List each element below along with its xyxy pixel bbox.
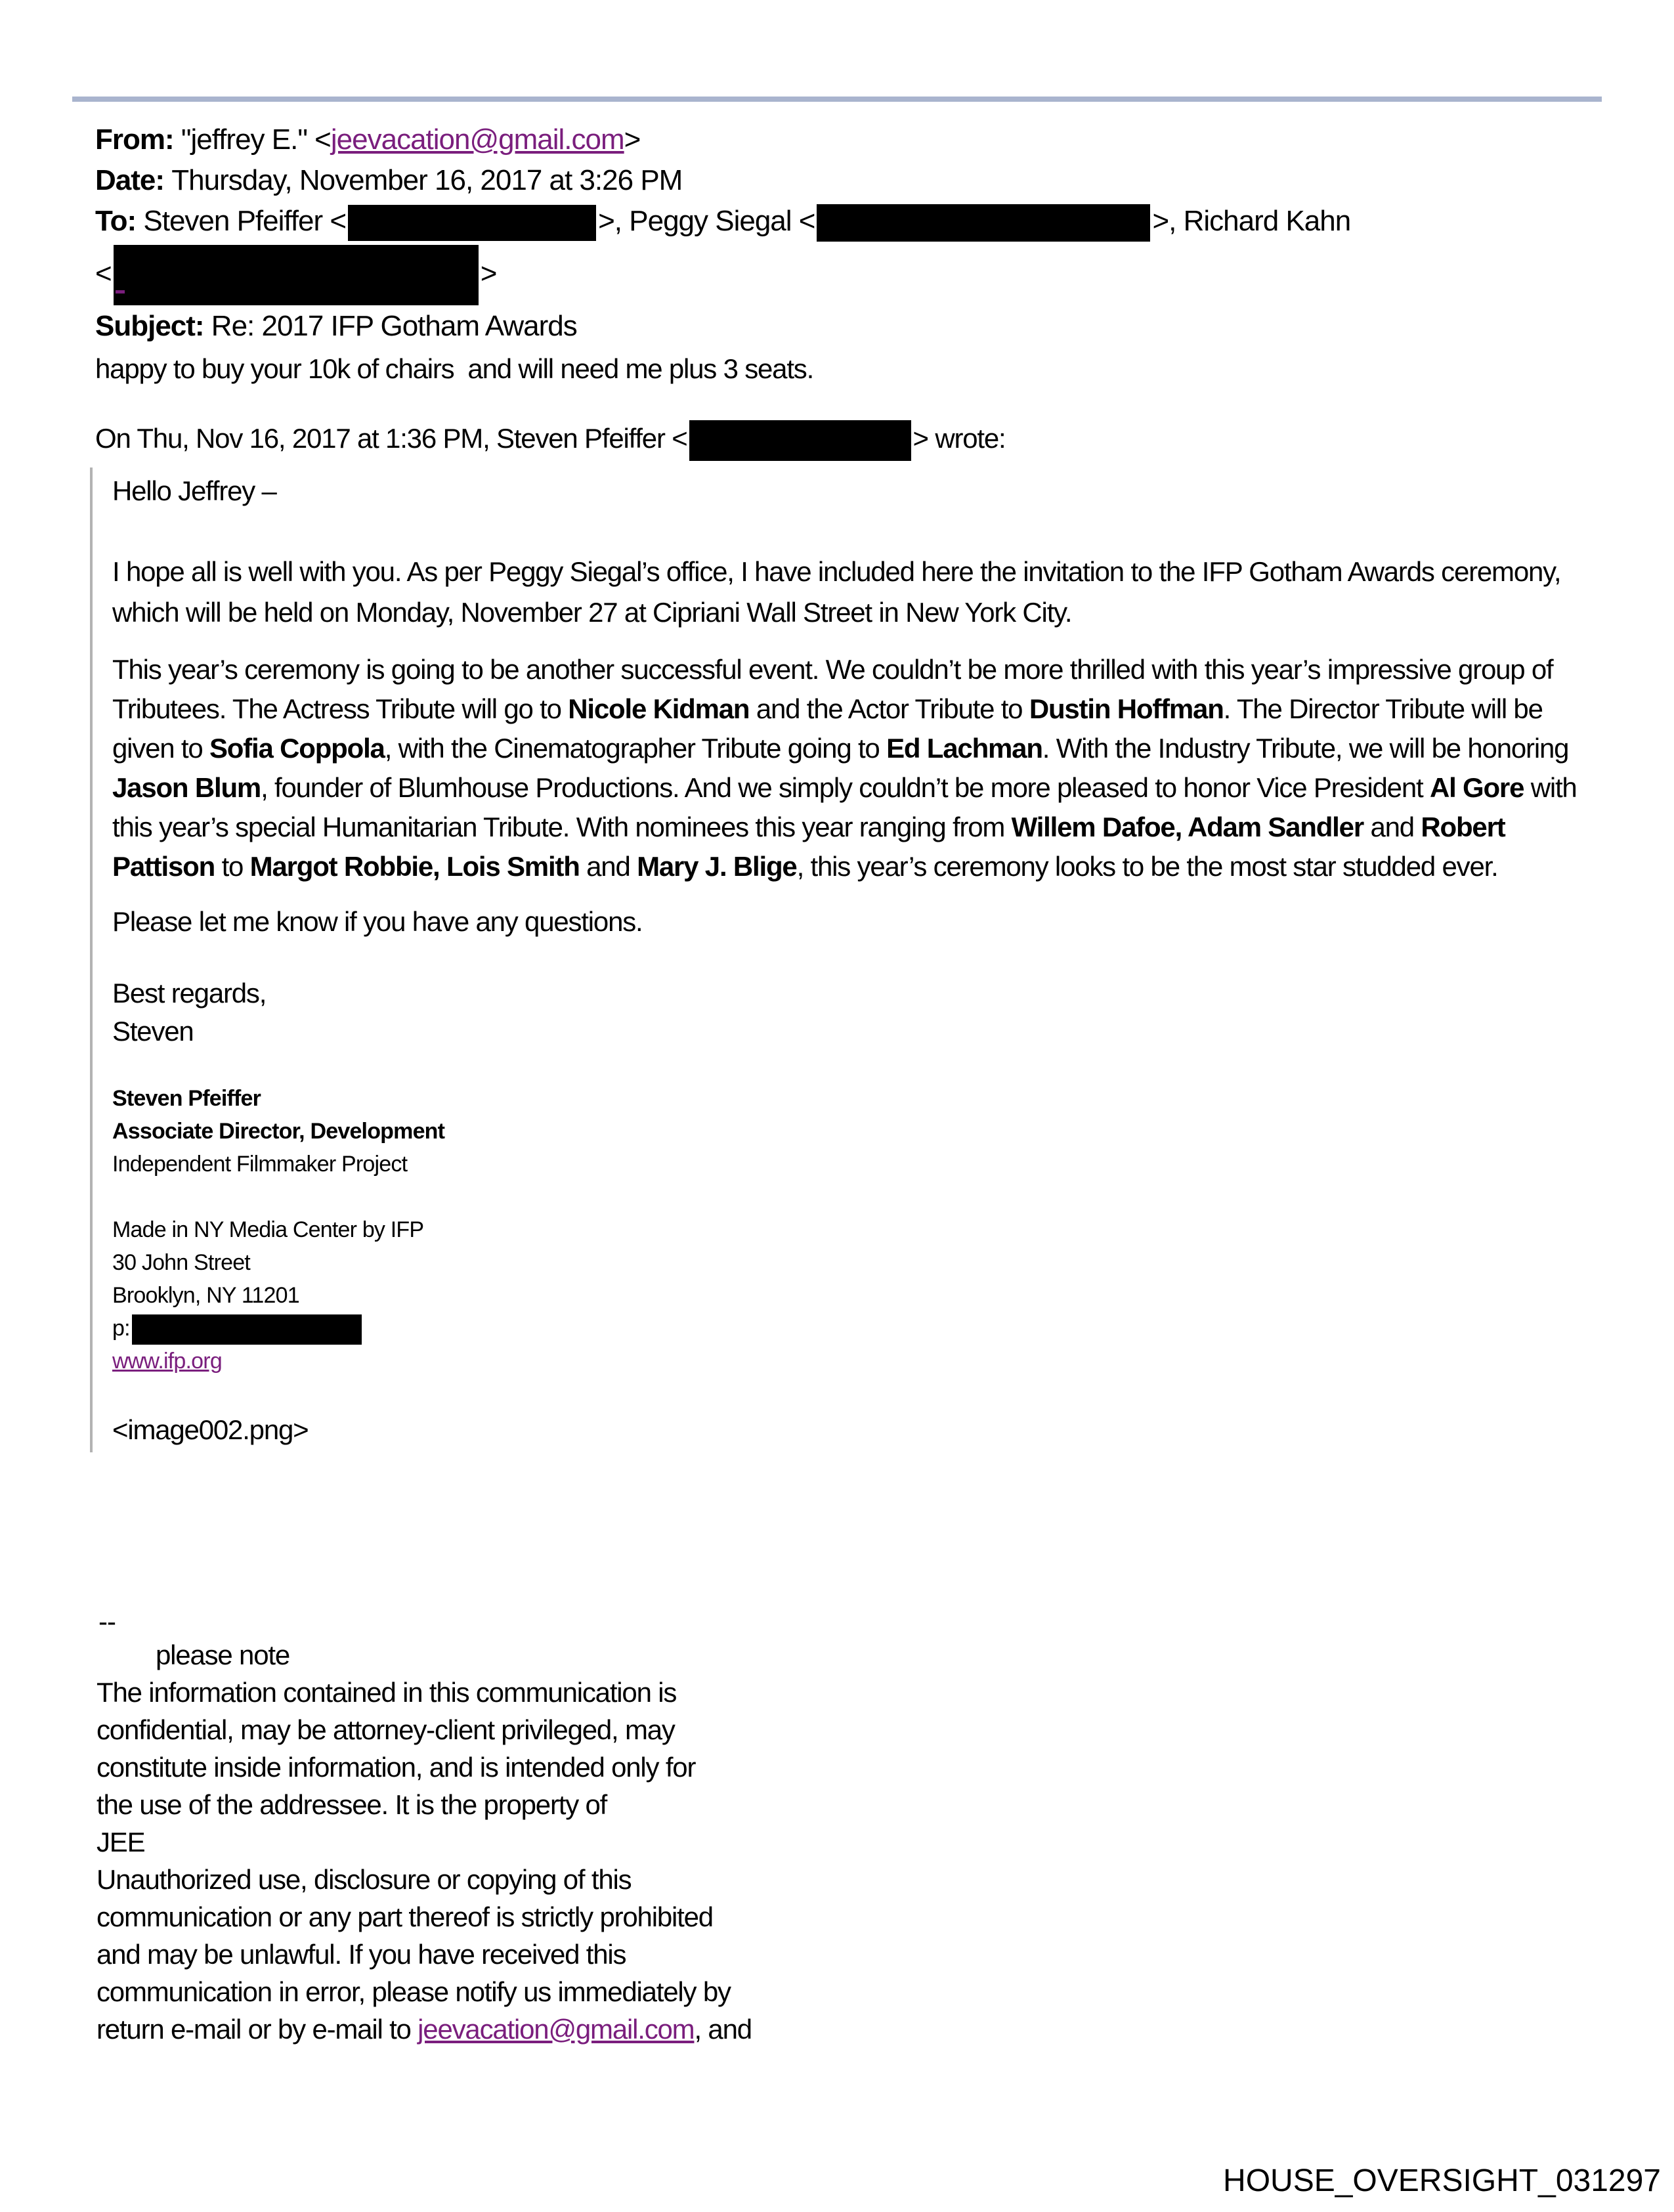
text-run: >, Richard Kahn: [1152, 205, 1351, 237]
text-run: Steven Pfeiffer <: [143, 205, 347, 237]
redaction-bar: [689, 420, 911, 461]
text-line: Unauthorized use, disclosure or copying of this: [97, 1864, 632, 1895]
text-run: . With the Industry Tribute, we will be honoring: [1042, 733, 1569, 764]
subject-line: [95, 306, 1625, 347]
text-run: On Thu, Nov 16, 2017 at 1:36 PM, Steven Pfeiffer <: [95, 423, 687, 454]
from-line: [95, 119, 1625, 160]
text-run: Re: 2017 IFP Gotham Awards: [211, 310, 577, 342]
text-run: Nicole Kidman: [568, 693, 750, 724]
legal-disclaimer: [97, 1636, 917, 2048]
text-run: Ed Lachman: [886, 733, 1042, 764]
text-run: Mary J. Blige: [637, 851, 797, 882]
text-line: communication in error, please notify us immediately by: [97, 1976, 731, 2007]
text-line: [112, 1213, 1589, 1246]
redaction-bar: [348, 205, 596, 241]
text-run: Jason Blum: [112, 772, 261, 803]
text-run: and: [579, 851, 637, 882]
text-run: This year’s ceremony is going to be another successful event. We couldn’t be more thrilled with this year’s impressive group of Tributees. The Actress Tribute will go to: [112, 654, 1553, 724]
text-run: Margot Robbie, Lois Smith: [249, 851, 580, 882]
text-run: Associate Director, Development: [112, 1119, 445, 1144]
text-run: Made in NY Media Center by IFP: [112, 1217, 424, 1242]
text-run: To:: [95, 205, 144, 237]
text-run: Al Gore: [1429, 772, 1524, 803]
text-line: [112, 1279, 1589, 1312]
text-run: > wrote:: [912, 423, 1006, 454]
text-line: Best regards,: [112, 978, 267, 1008]
text-run: with this year’s special Humanitarian Tribute. With nominees this year ranging from: [112, 772, 1577, 842]
text-run: and the Actor Tribute to: [749, 693, 1029, 724]
quote-paragraph-invitation: I hope all is well with you. As per Peggy Siegal’s office, I have included here the invitation to the IFP Gotham Awards ceremony, which will be held on Monday, November 27 at Cipriani Wall Street in New York City.: [112, 556, 1561, 628]
text-run: >: [480, 257, 497, 290]
text-line: [112, 1312, 1589, 1345]
text-run: , this year’s ceremony looks to be the most star studded ever.: [796, 851, 1498, 882]
text-run: and: [1363, 812, 1421, 842]
text-line: [112, 1082, 1589, 1115]
text-line: JEE: [97, 1827, 145, 1857]
text-run: Willem Dafoe, Adam Sandler: [1011, 812, 1363, 842]
text-line: The information contained in this communication is: [97, 1677, 677, 1708]
text-run: return e-mail or by e-mail to: [97, 2014, 418, 2045]
redaction-bar: [817, 204, 1150, 242]
to-line-continued: [95, 242, 1625, 306]
quote-paragraph-questions: Please let me know if you have any questions.: [112, 906, 643, 937]
redacted-link-underline-artifact: [116, 290, 125, 293]
text-run: Thursday, November 16, 2017 at 3:26 PM: [171, 164, 683, 196]
email-link[interactable]: jeevacation@gmail.com: [330, 123, 624, 156]
text-run: , with the Cinematographer Tribute going to: [384, 733, 887, 764]
text-run: p:: [112, 1316, 130, 1341]
text-run: Steven Pfeiffer: [112, 1086, 261, 1111]
text-run: >, Peggy Siegal <: [598, 205, 815, 237]
text-line: confidential, may be attorney-client privileged, may: [97, 1714, 675, 1745]
signature-separator: --: [98, 1606, 116, 1637]
redaction-bar: [114, 245, 479, 305]
quote-greeting: Hello Jeffrey –: [112, 475, 276, 506]
inline-image-placeholder: <image002.png>: [112, 1414, 309, 1446]
text-line: [112, 1246, 1589, 1279]
date-line: [95, 160, 1625, 201]
text-run: >: [624, 123, 641, 156]
text-run: . The Director Tribute will be given to: [112, 693, 1543, 764]
quote-signoff: [112, 974, 1589, 1051]
quote-paragraph-tributes: [112, 650, 1589, 886]
email-link[interactable]: jeevacation@gmail.com: [418, 2014, 695, 2045]
body-text-intro: happy to buy your 10k of chairs and will need me plus 3 seats.: [95, 353, 814, 384]
text-run: "jeffrey E." <: [181, 123, 331, 156]
quoted-email-block: [90, 467, 1589, 1452]
text-line: communication or any part thereof is strictly prohibited: [97, 1901, 713, 1932]
text-run: Robert Pattison: [112, 812, 1505, 882]
text-run: <: [95, 257, 112, 290]
text-line: [112, 1345, 1589, 1377]
text-run: Subject:: [95, 310, 211, 342]
text-line: [97, 2010, 917, 2048]
text-line: [112, 1148, 1589, 1181]
text-run: Brooklyn, NY 11201: [112, 1283, 299, 1308]
header-divider-line: [72, 97, 1602, 102]
text-line: and may be unlawful. If you have received this: [97, 1939, 626, 1970]
text-run: , founder of Blumhouse Productions. And we simply couldn’t be more pleased to honor Vice President: [261, 772, 1430, 803]
text-line: the use of the addressee. It is the property of: [97, 1789, 607, 1820]
text-run: 30 John Street: [112, 1250, 250, 1275]
signature-block: [112, 1082, 1589, 1377]
text-line: constitute inside information, and is intended only for: [97, 1752, 696, 1783]
to-line: [95, 201, 1625, 242]
text-line: [112, 1181, 1589, 1213]
bates-number: HOUSE_OVERSIGHT_031297: [1223, 2163, 1661, 2198]
text-line: [112, 1115, 1589, 1148]
redaction-bar: [132, 1314, 362, 1345]
text-line: Steven: [112, 1016, 194, 1047]
quoted-reply-attribution: [95, 420, 1006, 461]
text-run: , and: [694, 2014, 752, 2045]
text-run: From:: [95, 123, 181, 156]
text-run: to: [215, 851, 250, 882]
text-run: Sofia Coppola: [209, 733, 385, 764]
text-line: please note: [156, 1639, 290, 1670]
email-link[interactable]: www.ifp.org: [112, 1349, 222, 1374]
email-header: [95, 119, 1625, 347]
text-run: Date:: [95, 164, 172, 196]
text-run: Dustin Hoffman: [1029, 693, 1224, 724]
text-run: Independent Filmmaker Project: [112, 1152, 408, 1177]
